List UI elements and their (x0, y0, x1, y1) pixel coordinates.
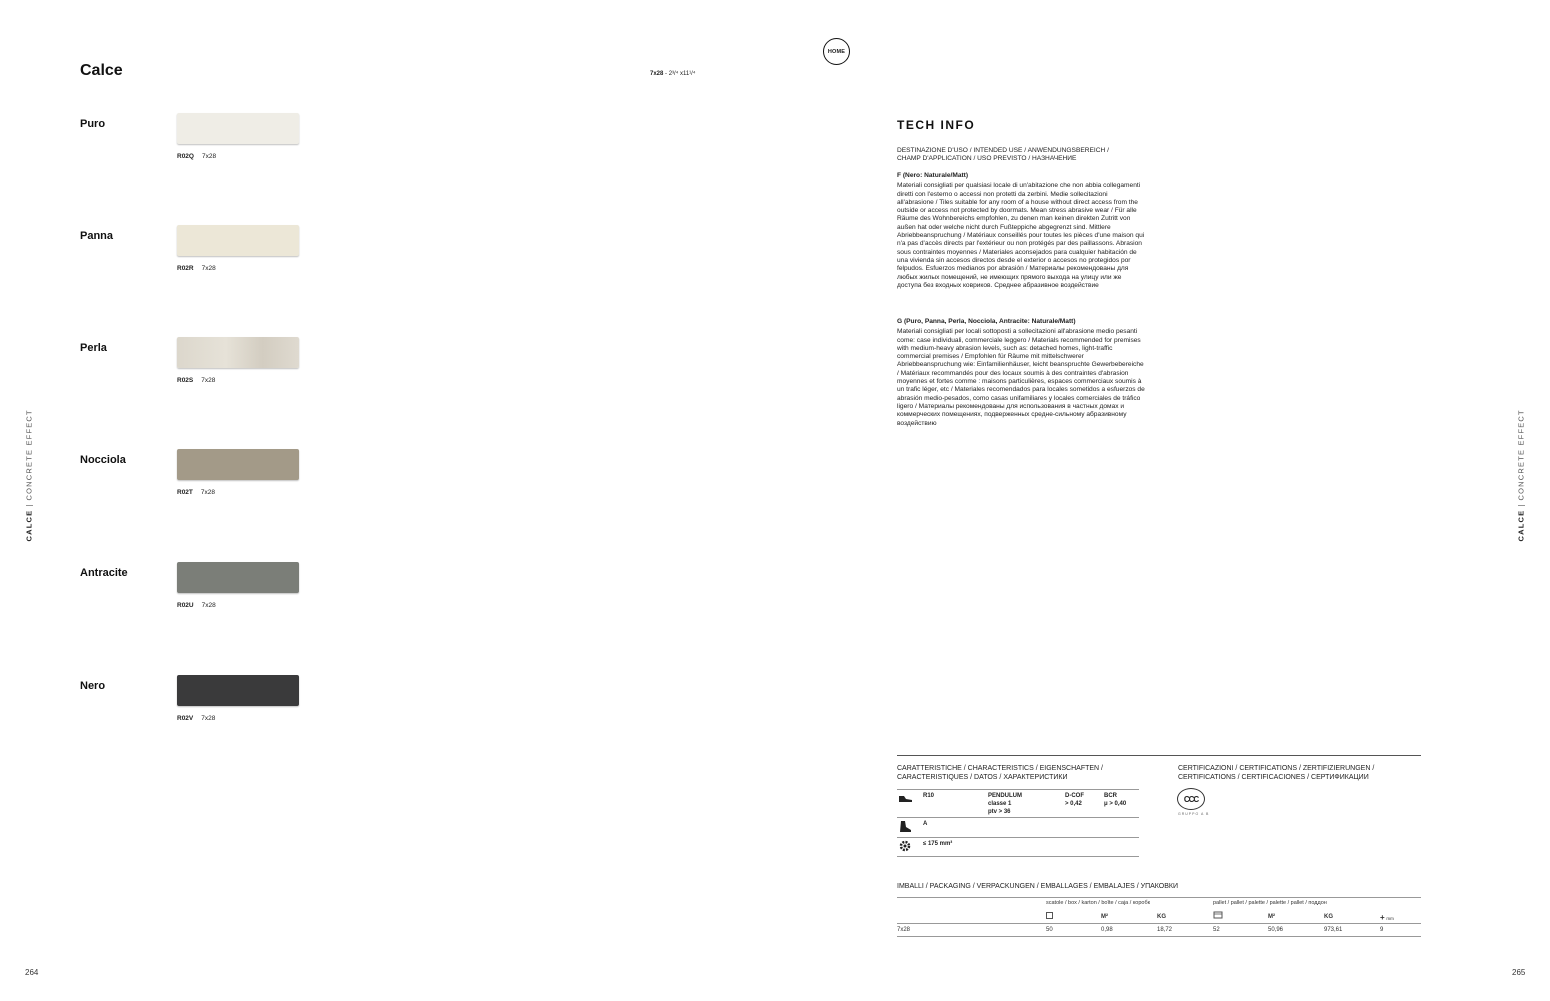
color-row-puro[interactable] (80, 118, 320, 178)
pendulum-label: PENDULUM (988, 793, 1022, 799)
certifications-heading: CERTIFICAZIONI / CERTIFICATIONS / ZERTIFIZIERUNGEN / CERTIFICATIONS / CERTIFICACIONES / СЕРТИФИКАЦИИ (1178, 765, 1375, 781)
page-title: Calce (80, 62, 123, 79)
pallet-kg: 973,61 (1324, 927, 1343, 933)
box-icon (1046, 912, 1053, 919)
product-code: R02U (177, 602, 194, 609)
product-size: 7x28 (200, 489, 216, 496)
characteristics-heading: CARATTERISTICHE / CHARACTERISTICS / EIGENSCHAFTEN / CARACTERISTIQUES / DATOS / ХАРАКТЕРИСТИКИ (897, 765, 1104, 781)
box-kg: 18,72 (1157, 927, 1173, 933)
usage-class-g-heading: G (Puro, Panna, Perla, Nocciola, Antracite: Naturale/Matt) (897, 318, 1076, 325)
code-line (177, 602, 216, 609)
code-line (177, 377, 215, 384)
packaging-heading: IMBALLI / PACKAGING / VERPACKUNGEN / EMBALLAGES / EMBALAJES / УПАКОВКИ (897, 883, 1179, 890)
box-m2: 0,98 (1101, 927, 1113, 933)
thickness-unit: mm (1386, 916, 1394, 921)
abrasion-value: ≤ 175 mm³ (923, 841, 953, 847)
usage-class-g-text: Materiali consigliati per locali sottoposti a sollecitazioni all'abrasione medio pesanti come: case individuali, commerciale leggero / Materials recommended for premises with medium-heavy abrasion levels, such as: detached homes, light-traffic commercial premises / Empfohlen für Räume mit mittelschwerer Abriebbeanspruchung wie: Einfamilienhäuser, leicht beanspruchte Gewerbebereiche / Matériaux recommandés pour des locaux soumis à des contraintes d'abrasion moyennes et fortes comme : maisons particulières, espaces commerciaux soumis à un trafic léger, etc / Materiales recomendados para locales sometidos a esfuerzos de abrasión medio-pesados, como casas unifamiliares y locales comerciales de tráfico ligero / Материалы рекомендованы для использования в частных домах и коммерческих помещениях, подверженных средне-сильному абразивному воздействию (897, 328, 1145, 427)
pallet-heading: pallet / pallet / palette / palette / pallet / поддон (1213, 900, 1327, 906)
pendulum-ptv: ptv > 36 (988, 809, 1011, 815)
thickness-value: 9 (1380, 927, 1384, 933)
pallet-m2: 50,96 (1268, 927, 1284, 933)
product-size: 7x28 (201, 377, 216, 384)
product-size: 7x28 (201, 265, 216, 272)
thickness-header (1380, 913, 1394, 922)
table-rule (897, 789, 1139, 790)
format-inches: - 2³/⁴ x11¹/⁴ (663, 71, 696, 77)
shoe-icon (898, 793, 913, 803)
box-pieces: 50 (1046, 927, 1053, 933)
tech-info-title: TECH INFO (897, 118, 976, 132)
color-name: Puro (80, 118, 106, 130)
page-number-left: 264 (25, 968, 39, 977)
table-rule (897, 897, 1421, 898)
home-label: HOME (827, 48, 846, 55)
side-tab-subtitle: CONCRETE EFFECT (24, 409, 34, 501)
ccc-logo-text: CCC (1183, 794, 1199, 804)
table-rule (897, 856, 1139, 857)
tile-swatch[interactable] (177, 113, 299, 144)
product-size: 7x28 (201, 602, 216, 609)
product-code: R02Q (177, 153, 194, 160)
ccc-certification-logo (1177, 788, 1205, 810)
product-size: 7x28 (201, 715, 216, 722)
color-name: Perla (80, 342, 107, 354)
tile-swatch[interactable] (177, 337, 299, 368)
tile-swatch[interactable] (177, 675, 299, 706)
side-tab-separator: | (1516, 503, 1526, 507)
pallet-icon (1213, 911, 1223, 920)
table-rule (897, 817, 1139, 818)
format-bold: 7x28 (650, 71, 664, 77)
usage-class-f (897, 172, 1145, 290)
product-code: R02V (177, 715, 194, 722)
color-row-nocciola[interactable] (80, 454, 320, 514)
usage-class-g (897, 318, 1145, 428)
dcof-value (1065, 792, 1084, 808)
bcr-number: μ > 0,40 (1104, 801, 1127, 807)
pallet-boxes: 52 (1213, 927, 1220, 933)
code-line (177, 715, 215, 722)
box-heading: scatole / box / karton / boîte / caja / коробк (1046, 900, 1151, 906)
side-tab-separator: | (24, 503, 34, 507)
bcr-value (1104, 792, 1126, 808)
section-divider (897, 755, 1421, 756)
slip-rating: R10 (923, 793, 935, 799)
pendulum-value (988, 792, 1022, 816)
page-number-right: 265 (1512, 968, 1526, 977)
code-line (177, 489, 215, 496)
tile-swatch[interactable] (177, 562, 299, 593)
ccc-logo-sub: GRUPPO A B (1178, 812, 1210, 816)
tile-swatch[interactable] (177, 449, 299, 480)
color-row-nero[interactable] (80, 680, 320, 740)
pallet-m2-header: M² (1268, 914, 1275, 920)
color-name: Antracite (80, 567, 128, 579)
side-tab-subtitle: CONCRETE EFFECT (1516, 409, 1526, 501)
code-line (177, 265, 216, 272)
color-row-perla[interactable] (80, 342, 320, 402)
usage-class-f-text: Materiali consigliati per qualsiasi locale di un'abitazione che non abbia collegamenti diretti con l'esterno o accessi non protetti da zerbini. Medie sollecitazioni all'abrasione / Tiles suitable for any room of a house without direct access from the outside or access not protected by doormats. Mean stress abrasive wear / Für alle Räume des Wohnbereichs empfohlen, zu denen man keinen direkten Zutritt von außen hat oder welche nicht durch Fußteppiche abgegrenzt sind. Mittlere Abriebbeanspruchung / Matériaux conseillés pour toutes les pièces d'une maison qui n'a pas d'accès directs par l'extérieur ou non protégés par des paillassons. Abrasion sous contraintes moyennes / Materiales aconsejados para cualquier habitación de una vivienda sin accesos directos desde el exterior o accesos no protegidos por felpudos. Esfuerzos medianos por abrasión / Материалы рекомендованы для любых жилых помещений, не имеющих прямого выхода на улицу или же доступа без входных ковриков. Среднее абразивное воздействие (897, 182, 1145, 289)
tile-swatch[interactable] (177, 225, 299, 256)
plus-icon: + (1380, 913, 1385, 922)
side-tab-brand: CALCE (24, 509, 34, 542)
foot-icon (898, 820, 912, 833)
dcof-label: D-COF (1065, 793, 1084, 799)
box-kg-header: KG (1157, 914, 1166, 920)
dcof-number: > 0,42 (1065, 801, 1082, 807)
side-tab-left (24, 409, 34, 542)
product-code: R02S (177, 377, 194, 384)
format-label (650, 71, 695, 77)
bcr-label: BCR (1104, 793, 1117, 799)
color-name: Panna (80, 230, 114, 242)
intended-use-heading: DESTINAZIONE D'USO / INTENDED USE / ANWENDUNGSBEREICH / CHAMP D'APPLICATION / USO PREVISTO / НАЗНАЧЕНИЕ (897, 147, 1109, 163)
table-rule (897, 837, 1139, 838)
table-rule (897, 923, 1421, 924)
home-button[interactable] (823, 38, 850, 65)
code-line (177, 153, 216, 160)
pack-format: 7x28 (897, 927, 911, 933)
color-name: Nocciola (80, 454, 126, 466)
side-tab-brand: CALCE (1516, 509, 1526, 542)
product-code: R02T (177, 489, 193, 496)
product-size: 7x28 (201, 153, 217, 160)
class-rating: A (923, 821, 928, 827)
pallet-kg-header: KG (1324, 914, 1333, 920)
color-name: Nero (80, 680, 106, 692)
product-code: R02R (177, 265, 194, 272)
table-rule (897, 936, 1421, 937)
box-m2-header: M² (1101, 914, 1108, 920)
pendulum-class: classe 1 (988, 801, 1012, 807)
color-row-antracite[interactable] (80, 567, 320, 627)
side-tab-right (1516, 409, 1526, 542)
gear-icon (899, 840, 911, 852)
usage-class-f-heading: F (Nero: Naturale/Matt) (897, 172, 969, 179)
color-row-panna[interactable] (80, 230, 320, 290)
